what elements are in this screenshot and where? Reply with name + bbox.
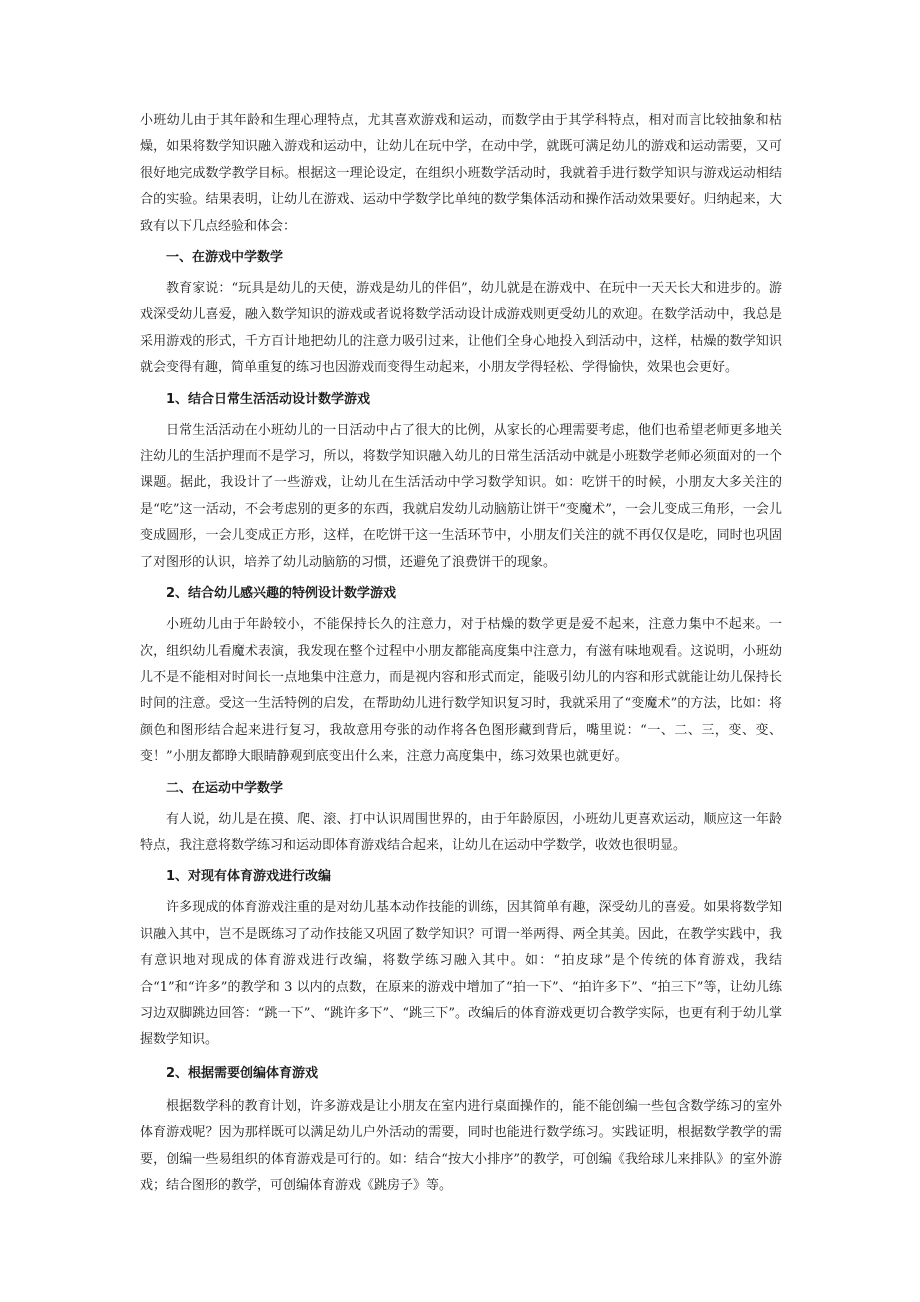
subsection-heading-create-games: 2、根据需要创编体育游戏 bbox=[166, 1065, 319, 1081]
document-page bbox=[140, 108, 782, 1199]
section-heading-game: 一、在游戏中学数学 bbox=[166, 250, 284, 266]
subsection-paragraph-special-case: 小班幼儿由于年龄较小，不能保持长久的注意力，对于枯燥的数学更是爱不起来，注意力集中不起来。一次，组织幼儿看魔术表演，我发现在整个过程中小朋友都能高度集中注意力，有滋有味地观看。这说明，小班幼儿不是不能相对时间长一点地集中注意力，而是视内容和形式而定，能吸引幼儿的内容和形式就能让幼儿保持长时间的注意。受这一生活特例的启发，在帮助幼儿进行数学知识复习时，我就采用了“变魔术”的方法，比如：将颜色和图形结合起来进行复习，我故意用夸张的动作将各色图形藏到背后，嘴里说：“一、二、三，变、变、变！”小朋友都睁大眼睛静观到底变出什么来，注意力高度集中，练习效果也就更好。 bbox=[140, 617, 782, 765]
subsection-paragraph-adapt-games: 许多现成的体育游戏注重的是对幼儿基本动作技能的训练，因其简单有趣，深受幼儿的喜爱。如果将数学知识融入其中，岂不是既练习了动作技能又巩固了数学知识？可谓一举两得、两全其美。因此，在教学实践中，我有意识地对现成的体育游戏进行改编，将数学练习融入其中。如：“拍皮球”是个传统的体育游戏，我结合“1”和“许多”的教学和 3 以内的点数，在原来的游戏中增加了“拍一下”、“拍许多下”、“拍三下”等，让幼儿练习边双脚跳边回答：“跳一下”、“跳许多下”、“跳三下”。改编后的体育游戏更切合教学实际，也更有利于幼儿掌握数学知识。 bbox=[140, 900, 782, 1048]
subsection-paragraph-create-games: 根据数学科的教育计划，许多游戏是让小朋友在室内进行桌面操作的，能不能创编一些包含数学练习的室外体育游戏呢？因为那样既可以满足幼儿户外活动的需要，同时也能进行数学练习。实践证明，根据数学教学的需要，创编一些易组织的体育游戏是可行的。如：结合“按大小排序”的教学，可创编《我给球儿来排队》的室外游戏；结合图形的教学，可创编体育游戏《跳房子》等。 bbox=[140, 1098, 782, 1193]
section-paragraph-sport: 有人说，幼儿是在摸、爬、滚、打中认识周围世界的，由于年龄原因，小班幼儿更喜欢运动，顺应这一年龄特点，我注意将数学练习和运动即体育游戏结合起来，让幼儿在运动中学数学，收效也很明显。 bbox=[140, 811, 782, 853]
subsection-heading-special-case: 2、结合幼儿感兴趣的特例设计数学游戏 bbox=[166, 586, 397, 602]
subsection-paragraph-daily-life: 日常生活活动在小班幼儿的一日活动中占了很大的比例，从家长的心理需要考虑，他们也希望老师更多地关注幼儿的生活护理而不是学习，所以，将数学知识融入幼儿的日常生活活动中就是小班数学老师必须面对的一个课题。据此，我设计了一些游戏，让幼儿在生活活动中学习数学知识。如：吃饼干的时候，小朋友大多关注的是“吃”这一活动，不会考虑别的更多的东西，我就启发幼儿动脑筋让饼干“变魔术”，一会儿变成三角形，一会儿变成圆形，一会儿变成正方形，这样，在吃饼干这一生活环节中，小朋友们关注的就不再仅仅是吃，同时也巩固了对图形的认识，培养了幼儿动脑筋的习惯，还避免了浪费饼干的现象。 bbox=[140, 422, 782, 570]
section-paragraph-game: 教育家说：“玩具是幼儿的天使，游戏是幼儿的伴侣”，幼儿就是在游戏中、在玩中一天天长大和进步的。游戏深受幼儿喜爱，融入数学知识的游戏或者说将数学活动设计成游戏则更受幼儿的欢迎。在数学活动中，我总是采用游戏的形式，千方百计地把幼儿的注意力吸引过来，让他们全身心地投入到活动中，这样，枯燥的数学知识就会变得有趣，简单重复的练习也因游戏而变得生动起来，小朋友学得轻松、学得愉快，效果也会更好。 bbox=[140, 281, 782, 376]
subsection-heading-adapt-games: 1、对现有体育游戏进行改编 bbox=[166, 869, 332, 885]
section-heading-sport: 二、在运动中学数学 bbox=[166, 780, 284, 796]
intro-paragraph: 小班幼儿由于其年龄和生理心理特点，尤其喜欢游戏和运动，而数学由于其学科特点，相对而言比较抽象和枯燥，如果将数学知识融入游戏和运动中，让幼儿在玩中学，在动中学，就既可满足幼儿的游戏和运动需要，又可很好地完成数学教学目标。根据这一理论设定，在组织小班数学活动时，我就着手进行数学知识与游戏运动相结合的实验。结果表明，让幼儿在游戏、运动中学数学比单纯的数学集体活动和操作活动效果要好。归纳起来，大致有以下几点经验和体会： bbox=[140, 113, 782, 234]
subsection-heading-daily-life: 1、结合日常生活活动设计数学游戏 bbox=[166, 391, 371, 407]
